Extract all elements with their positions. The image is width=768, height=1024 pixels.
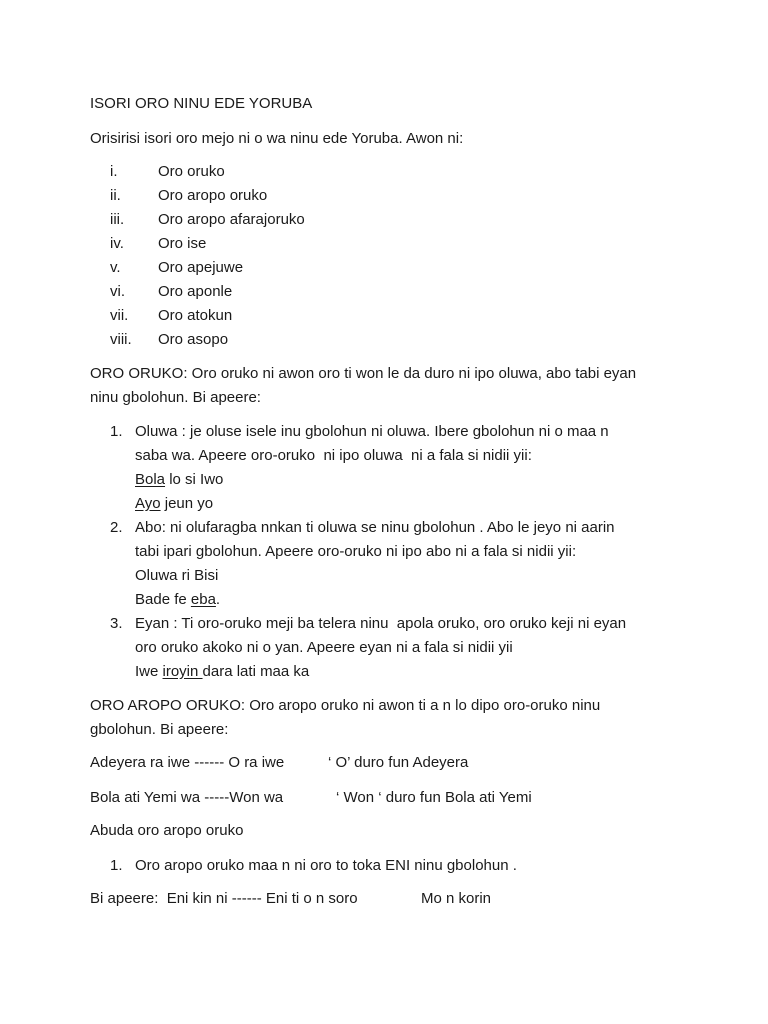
list-item: Oro ise: [158, 235, 207, 252]
example-explanation: ‘ Won ‘ duro fun Bola ati Yemi: [336, 789, 532, 806]
section-definition: ORO AROPO ORUKO: Oro aropo oruko ni awon ti a n lo dipo oro-oruko ninu: [90, 697, 601, 714]
list-item: Oro atokun: [158, 307, 233, 324]
document-title: ISORI ORO NINU EDE YORUBA: [90, 95, 313, 112]
item-text: Eyan : Ti oro-oruko meji ba telera ninu apola oruko, oro oruko keji ni eyan: [135, 615, 627, 632]
item-text: Oro aropo oruko maa n ni oro to toka ENI ninu gbolohun .: [135, 857, 517, 874]
example-highlight: eba: [190, 591, 216, 608]
list-item-number: viii.: [110, 331, 132, 348]
item-number: 3.: [110, 615, 123, 632]
item-text: Abo: ni olufaragba nnkan ti oluwa se ninu gbolohun . Abo le jeyo ni aarin: [135, 519, 615, 536]
list-item: Oro asopo: [158, 331, 229, 348]
item-text: tabi ipari gbolohun. Apeere oro-oruko ni ipo abo ni a fala si nidii yii:: [135, 543, 577, 560]
list-item-number: vi.: [110, 283, 125, 300]
example-explanation: ‘ O’ duro fun Adeyera: [328, 754, 469, 771]
item-number: 1.: [110, 857, 123, 874]
example-line: Bade fe eba.: [135, 591, 221, 608]
section-definition: ORO ORUKO: Oro oruko ni awon oro ti won le da duro ni ipo oluwa, abo tabi eyan: [90, 365, 637, 382]
example-highlight: iroyin: [162, 663, 203, 680]
subheading: Abuda oro aropo oruko: [90, 822, 244, 839]
example-explanation: Mo n korin: [421, 890, 492, 907]
example-line: Bi apeere: Eni kin ni ------ Eni ti o n soro: [90, 890, 358, 907]
example-line: Iwe iroyin dara lati maa ka: [135, 663, 310, 680]
section-definition-cont: ninu gbolohun. Bi apeere:: [90, 389, 261, 406]
list-item-number: iii.: [110, 211, 125, 228]
item-number: 1.: [110, 423, 123, 440]
intro-paragraph: Orisirisi isori oro mejo ni o wa ninu ede Yoruba. Awon ni:: [90, 130, 464, 147]
section-definition-cont: gbolohun. Bi apeere:: [90, 721, 229, 738]
example-line: Adeyera ra iwe ------ O ra iwe: [90, 754, 285, 771]
item-number: 2.: [110, 519, 123, 536]
item-text: Oluwa : je oluse isele inu gbolohun ni oluwa. Ibere gbolohun ni o maa n: [135, 423, 609, 440]
example-highlight: Ayo: [135, 495, 161, 512]
list-item: Oro apejuwe: [158, 259, 244, 276]
example-line: Oluwa ri Bisi: [135, 567, 219, 584]
list-item: Oro aropo afarajoruko: [158, 211, 305, 228]
list-item: Oro aropo oruko: [158, 187, 268, 204]
list-item-number: ii.: [110, 187, 121, 204]
list-item-number: vii.: [110, 307, 129, 324]
item-text: oro oruko akoko ni o yan. Apeere eyan ni a fala si nidii yii: [135, 639, 513, 656]
example-line: Bola ati Yemi wa -----Won wa: [90, 789, 284, 806]
list-item-number: iv.: [110, 235, 124, 252]
example-line: Bola lo si Iwo: [135, 471, 224, 488]
list-item-number: i.: [110, 163, 118, 180]
list-item: Oro oruko: [158, 163, 225, 180]
list-item-number: v.: [110, 259, 121, 276]
list-item: Oro aponle: [158, 283, 233, 300]
item-text: saba wa. Apeere oro-oruko ni ipo oluwa ni a fala si nidii yii:: [135, 447, 532, 464]
example-line: Ayo jeun yo: [135, 495, 214, 512]
example-highlight: Bola: [135, 471, 166, 488]
